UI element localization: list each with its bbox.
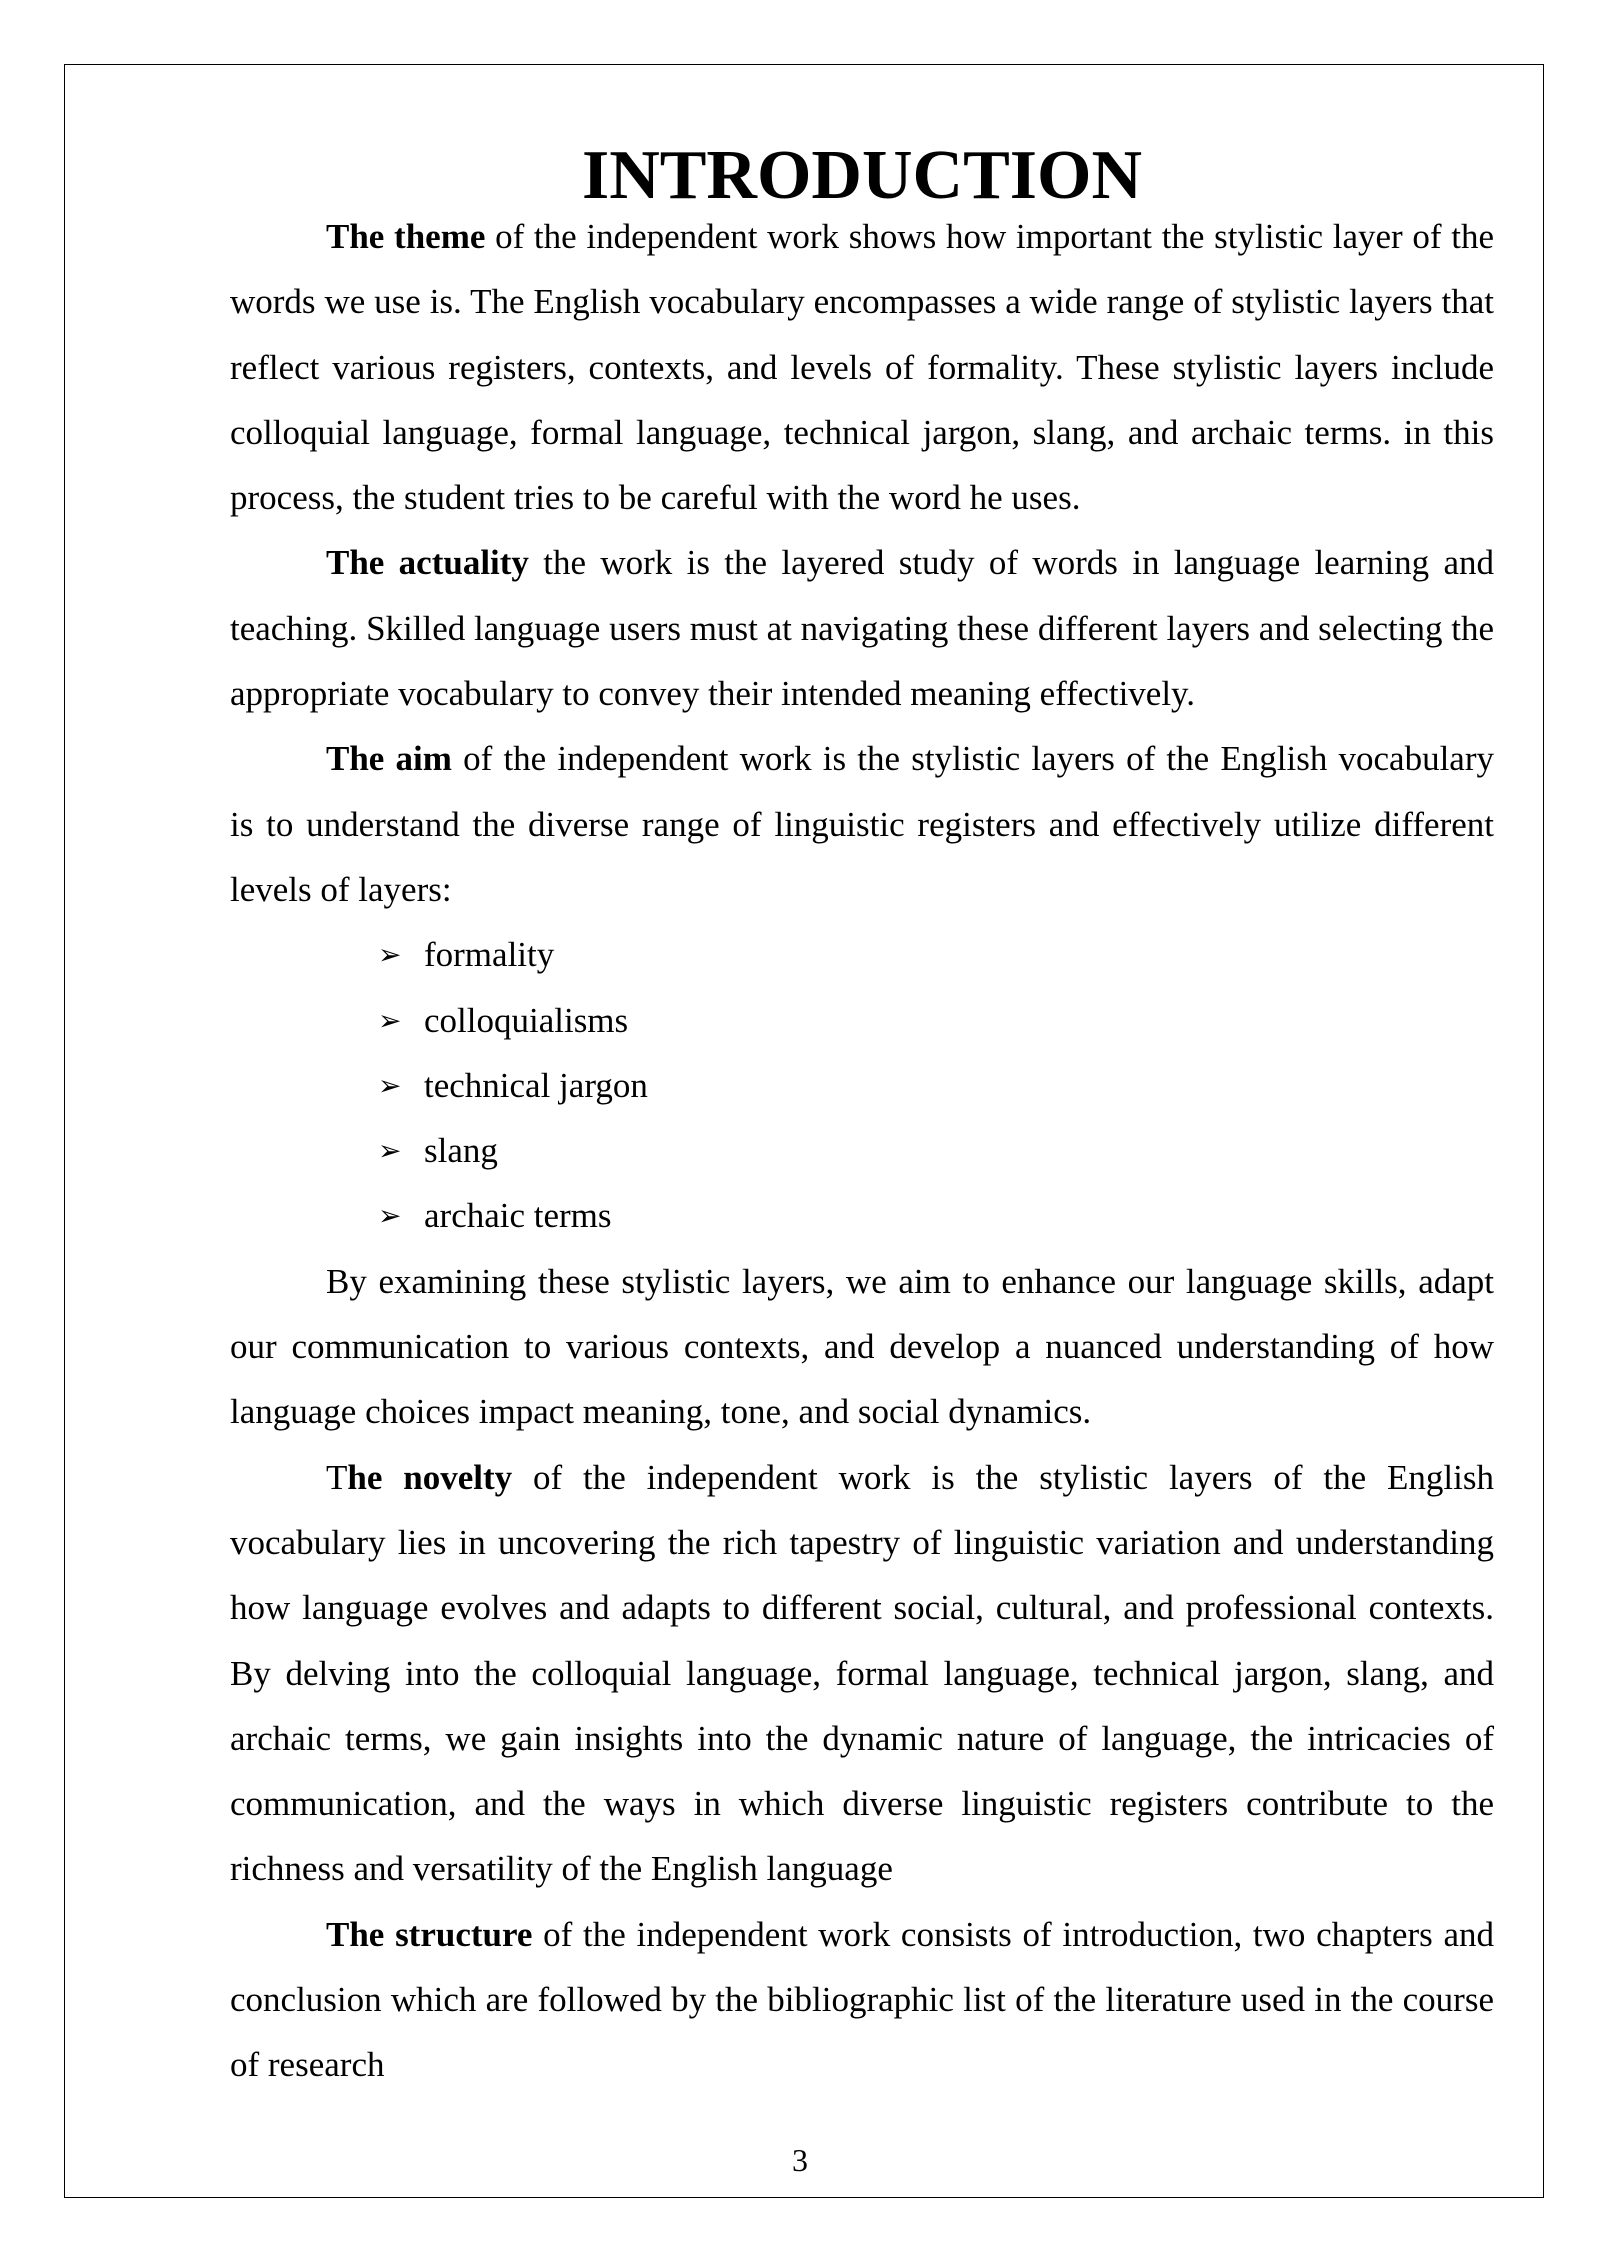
list-item — [378, 1183, 1494, 1248]
paragraph-lead: The aim — [326, 739, 452, 779]
document-body — [230, 137, 1494, 2098]
list-item — [378, 922, 1494, 987]
paragraph-text: of the independent work is the stylistic layers of the English vocabulary is to understand the diverse range of linguistic registers and effectively utilize different levels of layers: — [230, 739, 1494, 909]
list-item — [378, 1053, 1494, 1118]
paragraph-lead-plain: T — [326, 1457, 348, 1497]
list-item-text: slang — [424, 1131, 498, 1171]
paragraph-structure — [230, 1902, 1494, 2098]
paragraph-novelty — [230, 1445, 1494, 1902]
list-item-text: archaic terms — [424, 1196, 612, 1236]
paragraph-lead: he novelty — [347, 1457, 513, 1497]
paragraph-actuality — [230, 530, 1494, 726]
arrowhead-bullet-icon: ➢ — [378, 1199, 402, 1233]
paragraph-lead: The structure — [326, 1914, 533, 1954]
list-item — [378, 1118, 1494, 1183]
list-item-text: formality — [424, 935, 555, 975]
paragraph-text: of the independent work shows how important the stylistic layer of the words we use is. The English vocabulary encompasses a wide range of stylistic layers that reflect various registers, contexts, and levels of formality. These stylistic layers include colloquial language, formal language, technical jargon, slang, and archaic terms. in this process, the student tries to be careful with the word he uses. — [230, 217, 1494, 518]
list-item — [378, 988, 1494, 1053]
paragraph-aim — [230, 726, 1494, 922]
paragraph-theme — [230, 204, 1494, 530]
paragraph-text: By examining these stylistic layers, we aim to enhance our language skills, adapt our communication to various contexts, and develop a nuanced understanding of how language choices impact meaning, tone, and social dynamics. — [230, 1261, 1494, 1432]
layers-list — [230, 922, 1494, 1248]
page-number: 3 — [792, 2142, 808, 2178]
paragraph-text: of the independent work consists of introduction, two chapters and conclusion which are followed by the bibliographic list of the literature used in the course of research — [230, 1914, 1494, 2085]
arrowhead-bullet-icon: ➢ — [378, 938, 402, 972]
paragraph-text: of the independent work is the stylistic layers of the English vocabulary lies in uncovering the rich tapestry of linguistic variation and understanding how language evolves and adapts to different social, cultural, and professional contexts. By delving into the colloquial language, formal language, technical jargon, slang, and archaic terms, we gain insights into the dynamic nature of language, the intricacies of communication, and the ways in which diverse linguistic registers contribute to the richness and versatility of the English language — [230, 1457, 1494, 1889]
paragraph-examining — [230, 1249, 1494, 1445]
list-item-text: technical jargon — [424, 1065, 648, 1105]
paragraph-lead: The actuality — [326, 543, 529, 583]
paragraph-lead: The theme — [326, 217, 486, 256]
paragraph-text: the work is the layered study of words in language learning and teaching. Skilled language users must at navigating these different layers and selecting the appropriate vocabulary to convey their intended meaning effectively. — [230, 543, 1494, 714]
arrowhead-bullet-icon: ➢ — [378, 1134, 402, 1168]
page-title: INTRODUCTION — [581, 137, 1143, 214]
arrowhead-bullet-icon: ➢ — [378, 1068, 402, 1102]
arrowhead-bullet-icon: ➢ — [378, 1003, 402, 1037]
list-item-text: colloquialisms — [424, 1000, 629, 1040]
